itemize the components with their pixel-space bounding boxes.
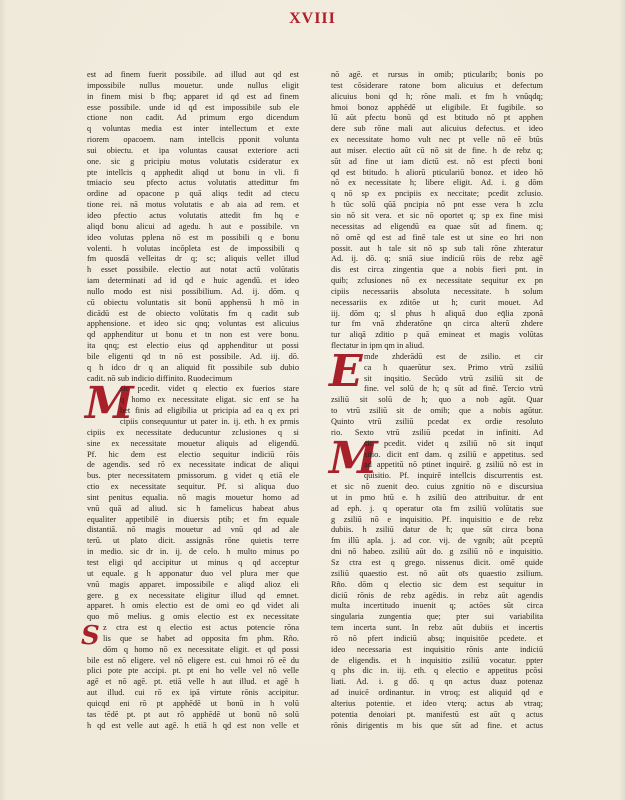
text-line: ad appetitū nō ptinet inquirē. g zsiliū nō est in: [364, 460, 543, 470]
text-line: fm quosdā velleitas dr q; sc; aliquis vellet illud: [87, 254, 299, 264]
text-line: dōm q homo nō ex necessitate eligit. et qd possi: [103, 644, 299, 654]
text-line: tur aliqā zditio p quā emineat et magis volūtas: [331, 330, 543, 340]
text-line: one. sic g pricipiu motus volutatis csideratur ex: [87, 156, 299, 166]
text-line: quib; zclusiones nō ex necessitate sequitur ex pn: [331, 276, 543, 286]
text-line: possit. aut h tale sit nō sp sub tali rōne zhteratur: [331, 243, 543, 253]
text-line: to vtrū zsiliū sit de omib; que a nobis agūtur.: [331, 406, 543, 416]
text-line: lis que se habet ad opposita fm phm. Rño.: [103, 633, 299, 643]
text-line: dicādū est de obiecto volūtatis fm q cadit sub: [87, 308, 299, 318]
text-line: in finem misi b fbq; apparet id qd est ad finem: [87, 91, 299, 101]
text-line: esse possibile. unde id qd est impossibile sub ele: [87, 102, 299, 112]
text-line: cipiis consequuntur ut pater in. ij. eth. h ex prmis: [120, 417, 299, 426]
text-line: sint penitus equalia. nō magis mouetur homo ad: [87, 492, 299, 502]
left-text-column: [81, 70, 299, 731]
text-line: ad inuicē ordinantur. in vtroq; est aliquid qd e: [331, 688, 543, 698]
text-line: impossibile nullus mouetur. unde nullus eligit: [87, 80, 299, 90]
text-line: bus. pter necessitatem pmissorum. g videt q etiā ele: [87, 471, 299, 481]
text-line: diciū rōnis de rebz agēdis. in rebz aūt agendis: [331, 590, 543, 600]
text-line: ideo necessaria est inquisitio rōnis ante indiciū: [331, 644, 543, 654]
text-line: sitio. dicit enī dam. q zsiliū e appetitus. sed: [364, 449, 543, 459]
text-line: ut equale. g h apponatur duo vel plura mer que: [87, 568, 299, 578]
text-line: test eligi qd accipitur ut minus q qd acceptur: [87, 557, 299, 567]
text-line: sic pcedit. videt q zsiliū nō sit inquī: [364, 438, 543, 448]
text-line: tem incerta sunt. In rebz aūt dubiis et incertis: [331, 623, 543, 633]
text-line: ideo pfectio actus volutatis attedit fm hq e: [87, 210, 299, 220]
text-line: alicuius boni qd h; rōne mali. et fm h vnūqdq;: [331, 91, 543, 101]
text-line: q phs dic in. iij. eth. q electio e appetitus pcōsi: [331, 666, 543, 676]
text-line: necessariis ex zditōe ut h; curit mouet. Ad: [331, 297, 543, 307]
text-line: flectatur in ipm qm in aliud.: [331, 341, 425, 351]
text-line: terū. ut plato dicit. assignās rōne quietis terre: [87, 536, 299, 546]
text-line: cadit. nō sub indicio diffinito. Ruodecimum: [87, 373, 233, 383]
text-line: bile est nō eligere. vel nō eligere est. cui hmoi rō eē du: [87, 655, 299, 665]
text-line: tmiacio seu pfecto actus volutatis attedittur fm: [87, 178, 299, 188]
text-line: ita qnq; est electio eius qd apphenditur ut possi: [87, 341, 299, 351]
text-line: nō agē. et rursus in omib; pticularib; bonis po: [331, 70, 543, 79]
text-line: g zsiliū nō e inquisitio. Pf. inquisitio e de rebz: [331, 514, 543, 524]
text-line: liati. Ad. i. g dō. q qn actus duaz potenaz: [331, 677, 543, 687]
text-line: tione rei. nā motus volutatis e ab aia ad rem. et: [87, 200, 299, 210]
text-line: ctione non cadit. Ad primum ergo dicendum: [87, 113, 299, 123]
text-line: riorem opacoem. nam intellcis pponit volunta: [87, 135, 299, 145]
text-line: gere. g ex necessitate eligitur illud qd emnet.: [87, 590, 299, 600]
text-line: Quinto vtrū zsiliū pcedat ex ordie resoluto: [331, 417, 543, 426]
text-line: test cōsiderare ratone bom alicuius et defectum: [331, 80, 543, 90]
text-line: aliqd bonu alicui ad agedu. h aut e possibile. vn: [87, 221, 299, 231]
text-line: vnū magis apparet. impossibile e aliqd alioz eli: [87, 579, 299, 589]
text-line: q nō sp ex pncipiis ex neccitate; pcedit zclusio.: [331, 189, 543, 199]
text-line: volenti. h volutas incōpleta est de impossibili q: [87, 243, 299, 253]
text-line: hmoi bonoz apphēdē ut eligibile. Et fugibile. so: [331, 102, 543, 112]
text-line: sic pcedit. videt q electio ex fuerios stare: [120, 384, 299, 394]
text-line: tur fm vnā zhderatōne qn circa alterū zhdere: [331, 319, 543, 329]
text-line: distantiā. nō magis mouetur ad vnū qd ad ale: [87, 525, 299, 535]
text-line: q voluntas media est inter intellectum et exte: [87, 124, 299, 134]
text-line: rio. Sexto vtrū zsiliū pcedat in infiniti. Ad: [331, 427, 543, 437]
text-line: sūt ad fine ut iam dictū est. nō est pfecti boni: [331, 156, 543, 166]
text-line: Sz ctra est q grego. nissenus dicit. omē quide: [331, 557, 543, 567]
text-line: fine. vel solū de h; q sūt ad finē. Tercio vtrū: [364, 384, 543, 394]
text-line: tas tēdē pt. pt aut rō apphēdē ut bonū nō solū: [87, 709, 299, 719]
text-line: nō omē qd est ad finē tale est ut sine eo hri non: [331, 232, 543, 242]
text-line: bile eligenti qd tn nō est possibile. Ad. iij. dō.: [87, 351, 299, 361]
text-line: qd est btitudo. h aliorū pticulariū bonoz. et ideo hō: [331, 167, 543, 177]
text-line: ca h quaerūtur sex. Primo vtrū zsiliū: [364, 362, 543, 372]
text-line: sine ex necessitate mouetur aliquis ad eligendū.: [87, 438, 299, 448]
text-line: Rño. dōm q electio sic dem est sequitur in: [331, 579, 543, 589]
text-line: bet finis ad eligibilia ut pricipia ad ea q ex pri: [120, 406, 299, 416]
text-line: fm illū apla. j. ad cor. vij. de vgnib; aūt pceptū: [331, 536, 543, 546]
text-line: multa incertitudo inuenit q; actōes sūt circa: [331, 601, 543, 611]
page-edge-right: [619, 0, 625, 800]
page-edge-left: [0, 0, 6, 800]
text-line: sio nō sit vera. et sic nō oportet q; sp ex fine misi: [331, 210, 543, 220]
decorated-initial: S: [81, 621, 100, 652]
text-line: z ctra est q electio est actus potencie rōna: [103, 623, 299, 633]
text-line: cipiis ex necessitate deducuntur zclusiones q si: [87, 427, 299, 437]
text-line: nullo modo est nisi possibilium. Ad. ij. dōm. q: [87, 286, 299, 296]
text-line: pte intellcis q apphedit aliqd ut bonu in vli. fi: [87, 167, 299, 177]
text-line: dni nō habeo. zsiliū aūt do. g zsiliū nō e inquisitio.: [331, 547, 543, 557]
text-line: ordine ad opacone p quā aliqs tedit ad ctecu: [87, 189, 299, 199]
text-line: vnū quā ad aliud. sic h famelicus habeat abus: [87, 503, 299, 513]
text-line: h tūc solū qūā pncipia nō pnt esse vera h zclu: [331, 200, 543, 210]
text-line: ut in pmo htū e. h zsiliū deo attribuitur. dr ent: [331, 492, 543, 502]
decorated-initial: M: [85, 378, 134, 430]
text-line: agē et nō agē. pt. etiā velle h aut illud. et agē h: [87, 677, 299, 687]
right-text-column: [331, 70, 543, 731]
text-line: dere sub rōne mali aut alicuius defectus. et ideo: [331, 124, 543, 134]
text-line: alterius potentie. et ideo vterq; actus ab vtraq;: [331, 698, 543, 708]
text-line: h qd est velle aut agē. h etiā h qd est non velle et: [87, 720, 299, 730]
text-line: ad eph. j. q operatur oīa fm zsiliū volūtatis sue: [331, 503, 543, 513]
text-line: mde zhderādū est de zsilio. et cir: [364, 351, 543, 361]
text-line: equaliter appetibilē in diuersis ptib; et fm equale: [87, 514, 299, 524]
text-line: et sic nō zuenit deo. cuius zgnitio nō e discursiua: [331, 482, 543, 492]
text-line: de agendis. sed rō ex necessitate indicat de aliqui: [87, 460, 299, 470]
text-line: zsiliū sit solū de h; quo a nob agūt. Quar: [331, 395, 543, 405]
text-line: est ad finem fuerit possibile. ad illud aut qd est: [87, 70, 299, 79]
text-line: potentia denoiari pt. manifestū est aūt q actus: [331, 709, 543, 719]
text-line: Pf. hic dem est electio sequitur indiciū rōis: [87, 449, 299, 459]
text-line: cipiis necessariis absoluta necessitate. h solum: [331, 286, 543, 296]
text-line: de eligendis. et h inquisitio zsiliū vocatur. ppter: [331, 655, 543, 665]
text-line: ctio ex necessitate sequitur. Pf. si aliqua duo: [87, 482, 299, 492]
text-line: singularia zungentia que; pter sui variabilita: [331, 612, 543, 622]
text-line: rō nō pfert indiciū absq; inquisitōe pcedete. et: [331, 633, 543, 643]
text-line: dis est circa zingentia que a nobis fieri pnt. in: [331, 265, 543, 275]
decorated-initial: E: [329, 345, 363, 397]
text-line: ideo volutas pplena nō est m possibili q e bonu: [87, 232, 299, 242]
text-line: nō ex necessitate h; libere eligit. Ad. i. g dōm: [331, 178, 543, 188]
text-line: necessitas ad eligendū ea quae sūt ad finem. q;: [331, 221, 543, 231]
text-line: dubiis. h zsiliū datur de h; que sūt circa bona: [331, 525, 543, 535]
text-line: rōnis dirigentis m bis que sūt ad fine. et actus: [331, 720, 543, 730]
text-line: q h idco dr q an aliquid fit possibile sub dubio: [87, 362, 299, 372]
text-line: sit inqsitio. Secūdo vtrū zsiliū sit de: [364, 373, 543, 383]
text-line: iam determinati ad id qd e huic agendū. et ideo: [87, 276, 299, 286]
text-line: iij. dōm q; sl phus h aliquā duo eq̄lia zponā: [331, 308, 543, 318]
text-line: apphensione. et ideo sic qnq; voluntas est alicuius: [87, 319, 299, 329]
text-line: aut miser. electio aūt cū nō sit de fine. h de rebz q;: [331, 145, 543, 155]
text-line: zsiliū quaestio est. nō aūt oīs quaestio zsilium.: [331, 568, 543, 578]
folio-number: XVIII: [289, 10, 336, 27]
text-line: quicqd eni rō pt apphēdē ut bonū in h volū: [87, 698, 299, 708]
text-line: quisitio. Pf. inquirē intellcis discurrentis est.: [364, 471, 543, 481]
text-line: aut illud. cui rō ex ipā virtute rōnis accipitur.: [87, 688, 299, 698]
text-line: plici pote pte accipi. pt. pt eni ho velle vel nō velle: [87, 666, 299, 676]
text-line: cū obiectu voluntatis sit bonū apphensū h mō in: [87, 297, 299, 307]
text-line: qd apphenditur ut bonu et tn non est vere bonu.: [87, 330, 299, 340]
text-line: ex necessitate homo vult nec pt velle nō eē btūs: [331, 135, 543, 145]
text-line: h esset possibile. electio aut notat actū volūtatis: [87, 265, 299, 275]
text-line: in medio. sic dr in. ij. de celo. h multo minus po: [87, 547, 299, 557]
decorated-initial: M: [329, 432, 378, 484]
text-line: sui obiectu. et ipa voluntas causat exteriore acti: [87, 145, 299, 155]
text-line: apparet. h omis electio est de omi eo qd videt ali: [87, 601, 299, 611]
text-line: quo mō melius. g omis electio est ex necessitate: [87, 612, 299, 622]
text-line: q homo ex necessitate eligat. sic enī se ha: [120, 395, 299, 405]
text-line: Ad. ij. dō. q; sniā siue indiciū rōis de rebz agē: [331, 254, 543, 264]
text-line: lū aūt pfectu bonū qd est btitudo nō pt apphen: [331, 113, 543, 123]
